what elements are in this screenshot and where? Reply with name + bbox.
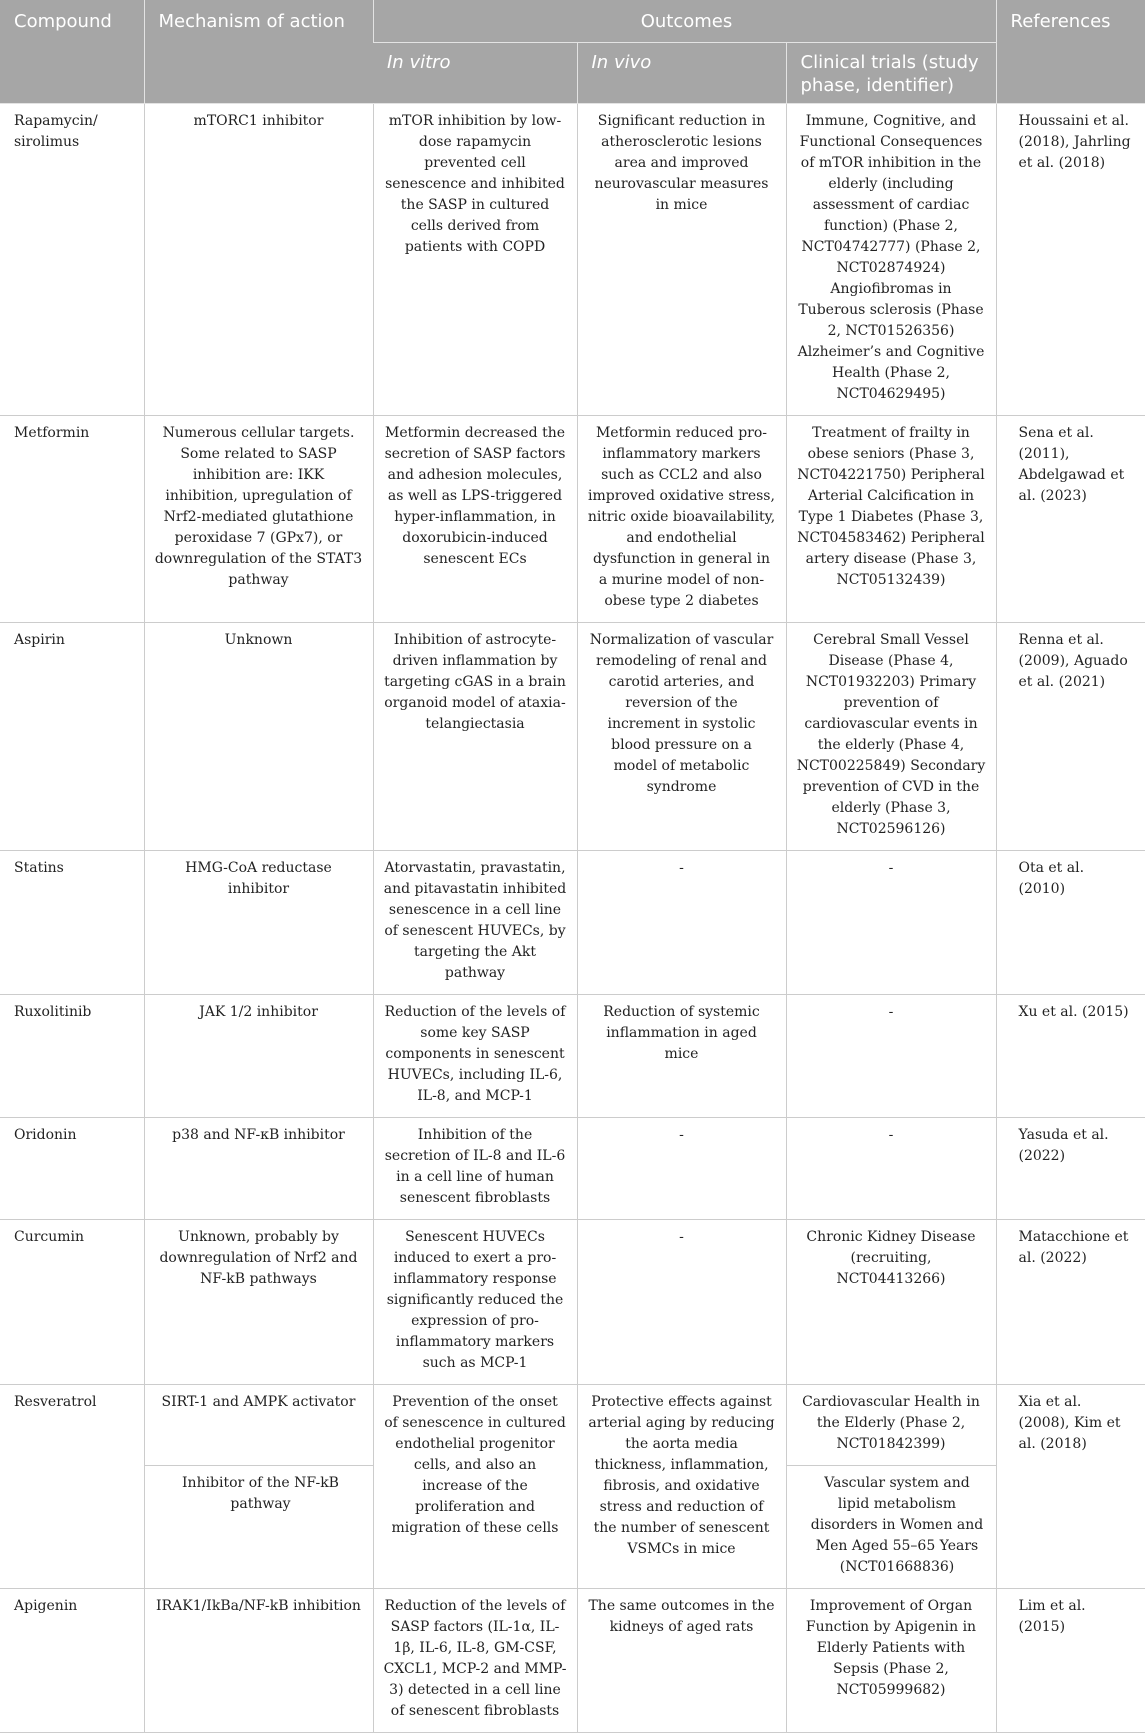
cell-clinical: Cerebral Small Vessel Disease (Phase 4, NCT01932203) Primary prevention of cardiovascular events in the elderly (Phase 4, NCT00225849) Secondary prevention of CVD in the elderly (Phase 3, NCT02596126) [786,623,996,851]
cell-clinical: - [786,851,996,995]
cell-compound: Oridonin [0,1118,144,1220]
table-row [0,851,1145,995]
cell-in-vitro: mTOR inhibition by low-dose rapamycin prevented cell senescence and inhibited the SASP in cultured cells derived from patients with COPD [373,104,577,416]
cell-in-vitro: Atorvastatin, pravastatin, and pitavastatin inhibited senescence in a cell line of senescent HUVECs, by targeting the Akt pathway [373,851,577,995]
cell-mechanism: p38 and NF-κB inhibitor [144,1118,373,1220]
cell-compound: Apigenin [0,1589,144,1733]
cell-in-vivo: Protective effects against arterial aging by reducing the aorta media thickness, inflammation, fibrosis, and oxidative stress and reduction of the number of senescent VSMCs in mice [577,1385,786,1589]
cell-clinical: Improvement of Organ Function by Apigenin in Elderly Patients with Sepsis (Phase 2, NCT05999682) [786,1589,996,1733]
cell-in-vivo: - [577,851,786,995]
cell-mechanism: Unknown [144,623,373,851]
table-row [0,1589,1145,1733]
cell-in-vivo: - [577,1118,786,1220]
table-row [0,623,1145,851]
cell-in-vivo: Significant reduction in atherosclerotic lesions area and improved neurovascular measures in mice [577,104,786,416]
header-compound: Compound [0,0,144,104]
cell-compound: Curcumin [0,1220,144,1385]
cell-clinical: Immune, Cognitive, and Functional Consequences of mTOR inhibition in the elderly (including assessment of cardiac function) (Phase 2, NCT04742777) (Phase 2, NCT02874924) Angiofibromas in Tuberous sclerosis (Phase 2, NCT01526356) Alzheimer’s and Cognitive Health (Phase 2, NCT04629495) [786,104,996,416]
cell-in-vivo: The same outcomes in the kidneys of aged rats [577,1589,786,1733]
cell-clinical: - [786,995,996,1118]
cell-clinical: Chronic Kidney Disease (recruiting, NCT04413266) [786,1220,996,1385]
cell-mechanism: Numerous cellular targets. Some related to SASP inhibition are: IKK inhibition, upregulation of Nrf2-mediated glutathione peroxidase 7 (GPx7), or downregulation of the STAT3 pathway [144,416,373,623]
cell-references: Xia et al. (2008), Kim et al. (2018) [996,1385,1145,1589]
header-outcomes: Outcomes [373,0,996,43]
cell-references: Xu et al. (2015) [996,995,1145,1118]
cell-compound: Ruxolitinib [0,995,144,1118]
cell-mechanism: Unknown, probably by downregulation of Nrf2 and NF-kB pathways [144,1220,373,1385]
header-in-vivo: In vivo [577,43,786,104]
cell-mechanism-secondary: Inhibitor of the NF-kB pathway [144,1466,373,1589]
cell-mechanism: IRAK1/IkBa/NF-kB inhibition [144,1589,373,1733]
cell-mechanism: mTORC1 inhibitor [144,104,373,416]
cell-compound: Statins [0,851,144,995]
header-references: References [996,0,1145,104]
table-body [0,104,1145,1733]
cell-references: Yasuda et al. (2022) [996,1118,1145,1220]
cell-in-vitro: Reduction of the levels of some key SASP components in senescent HUVECs, including IL-6, IL-8, and MCP-1 [373,995,577,1118]
cell-compound: Metformin [0,416,144,623]
cell-clinical: - [786,1118,996,1220]
cell-compound: Resveratrol [0,1385,144,1589]
cell-mechanism: SIRT-1 and AMPK activator [144,1385,373,1466]
cell-mechanism: HMG-CoA reductase inhibitor [144,851,373,995]
table-header [0,0,1145,104]
cell-references: Ota et al. (2010) [996,851,1145,995]
cell-clinical: Cardiovascular Health in the Elderly (Phase 2, NCT01842399) [786,1385,996,1466]
cell-in-vitro: Inhibition of astrocyte-driven inflammation by targeting cGAS in a brain organoid model of ataxia-telangiectasia [373,623,577,851]
cell-references: Matacchione et al. (2022) [996,1220,1145,1385]
cell-compound: Aspirin [0,623,144,851]
cell-mechanism: JAK 1/2 inhibitor [144,995,373,1118]
header-in-vitro: In vitro [373,43,577,104]
header-clinical-trials: Clinical trials (study phase, identifier) [786,43,996,104]
cell-clinical: Treatment of frailty in obese seniors (Phase 3, NCT04221750) Peripheral Arterial Calcification in Type 1 Diabetes (Phase 3, NCT04583462) Peripheral artery disease (Phase 3, NCT05132439) [786,416,996,623]
cell-in-vitro: Metformin decreased the secretion of SASP factors and adhesion molecules, as well as LPS-triggered hyper-inflammation, in doxorubicin-induced senescent ECs [373,416,577,623]
cell-references: Renna et al. (2009), Aguado et al. (2021) [996,623,1145,851]
cell-references: Sena et al. (2011), Abdelgawad et al. (2023) [996,416,1145,623]
table-row [0,995,1145,1118]
cell-in-vivo: - [577,1220,786,1385]
cell-references: Houssaini et al. (2018), Jahrling et al. (2018) [996,104,1145,416]
table-row [0,1385,1145,1466]
cell-references: Lim et al. (2015) [996,1589,1145,1733]
cell-in-vitro: Senescent HUVECs induced to exert a pro-inflammatory response significantly reduced the expression of pro-inflammatory markers such as MCP-1 [373,1220,577,1385]
header-mechanism: Mechanism of action [144,0,373,104]
table-row [0,1118,1145,1220]
table-row [0,104,1145,416]
cell-in-vitro: Inhibition of the secretion of IL-8 and IL-6 in a cell line of human senescent fibroblasts [373,1118,577,1220]
cell-compound: Rapamycin/ sirolimus [0,104,144,416]
cell-in-vitro: Prevention of the onset of senescence in cultured endothelial progenitor cells, and also an increase of the proliferation and migration of these cells [373,1385,577,1589]
table-row [0,1220,1145,1385]
cell-in-vivo: Reduction of systemic inflammation in aged mice [577,995,786,1118]
cell-clinical-secondary: Vascular system and lipid metabolism disorders in Women and Men Aged 55–65 Years (NCT01668836) [786,1466,996,1589]
cell-in-vitro: Reduction of the levels of SASP factors (IL-1α, IL-1β, IL-6, IL-8, GM-CSF, CXCL1, MCP-2 and MMP-3) detected in a cell line of senescent fibroblasts [373,1589,577,1733]
cell-in-vivo: Normalization of vascular remodeling of renal and carotid arteries, and reversion of the increment in systolic blood pressure on a model of metabolic syndrome [577,623,786,851]
cell-in-vivo: Metformin reduced pro-inflammatory markers such as CCL2 and also improved oxidative stress, nitric oxide bioavailability, and endothelial dysfunction in general in a murine model of non-obese type 2 diabetes [577,416,786,623]
table-row [0,416,1145,623]
